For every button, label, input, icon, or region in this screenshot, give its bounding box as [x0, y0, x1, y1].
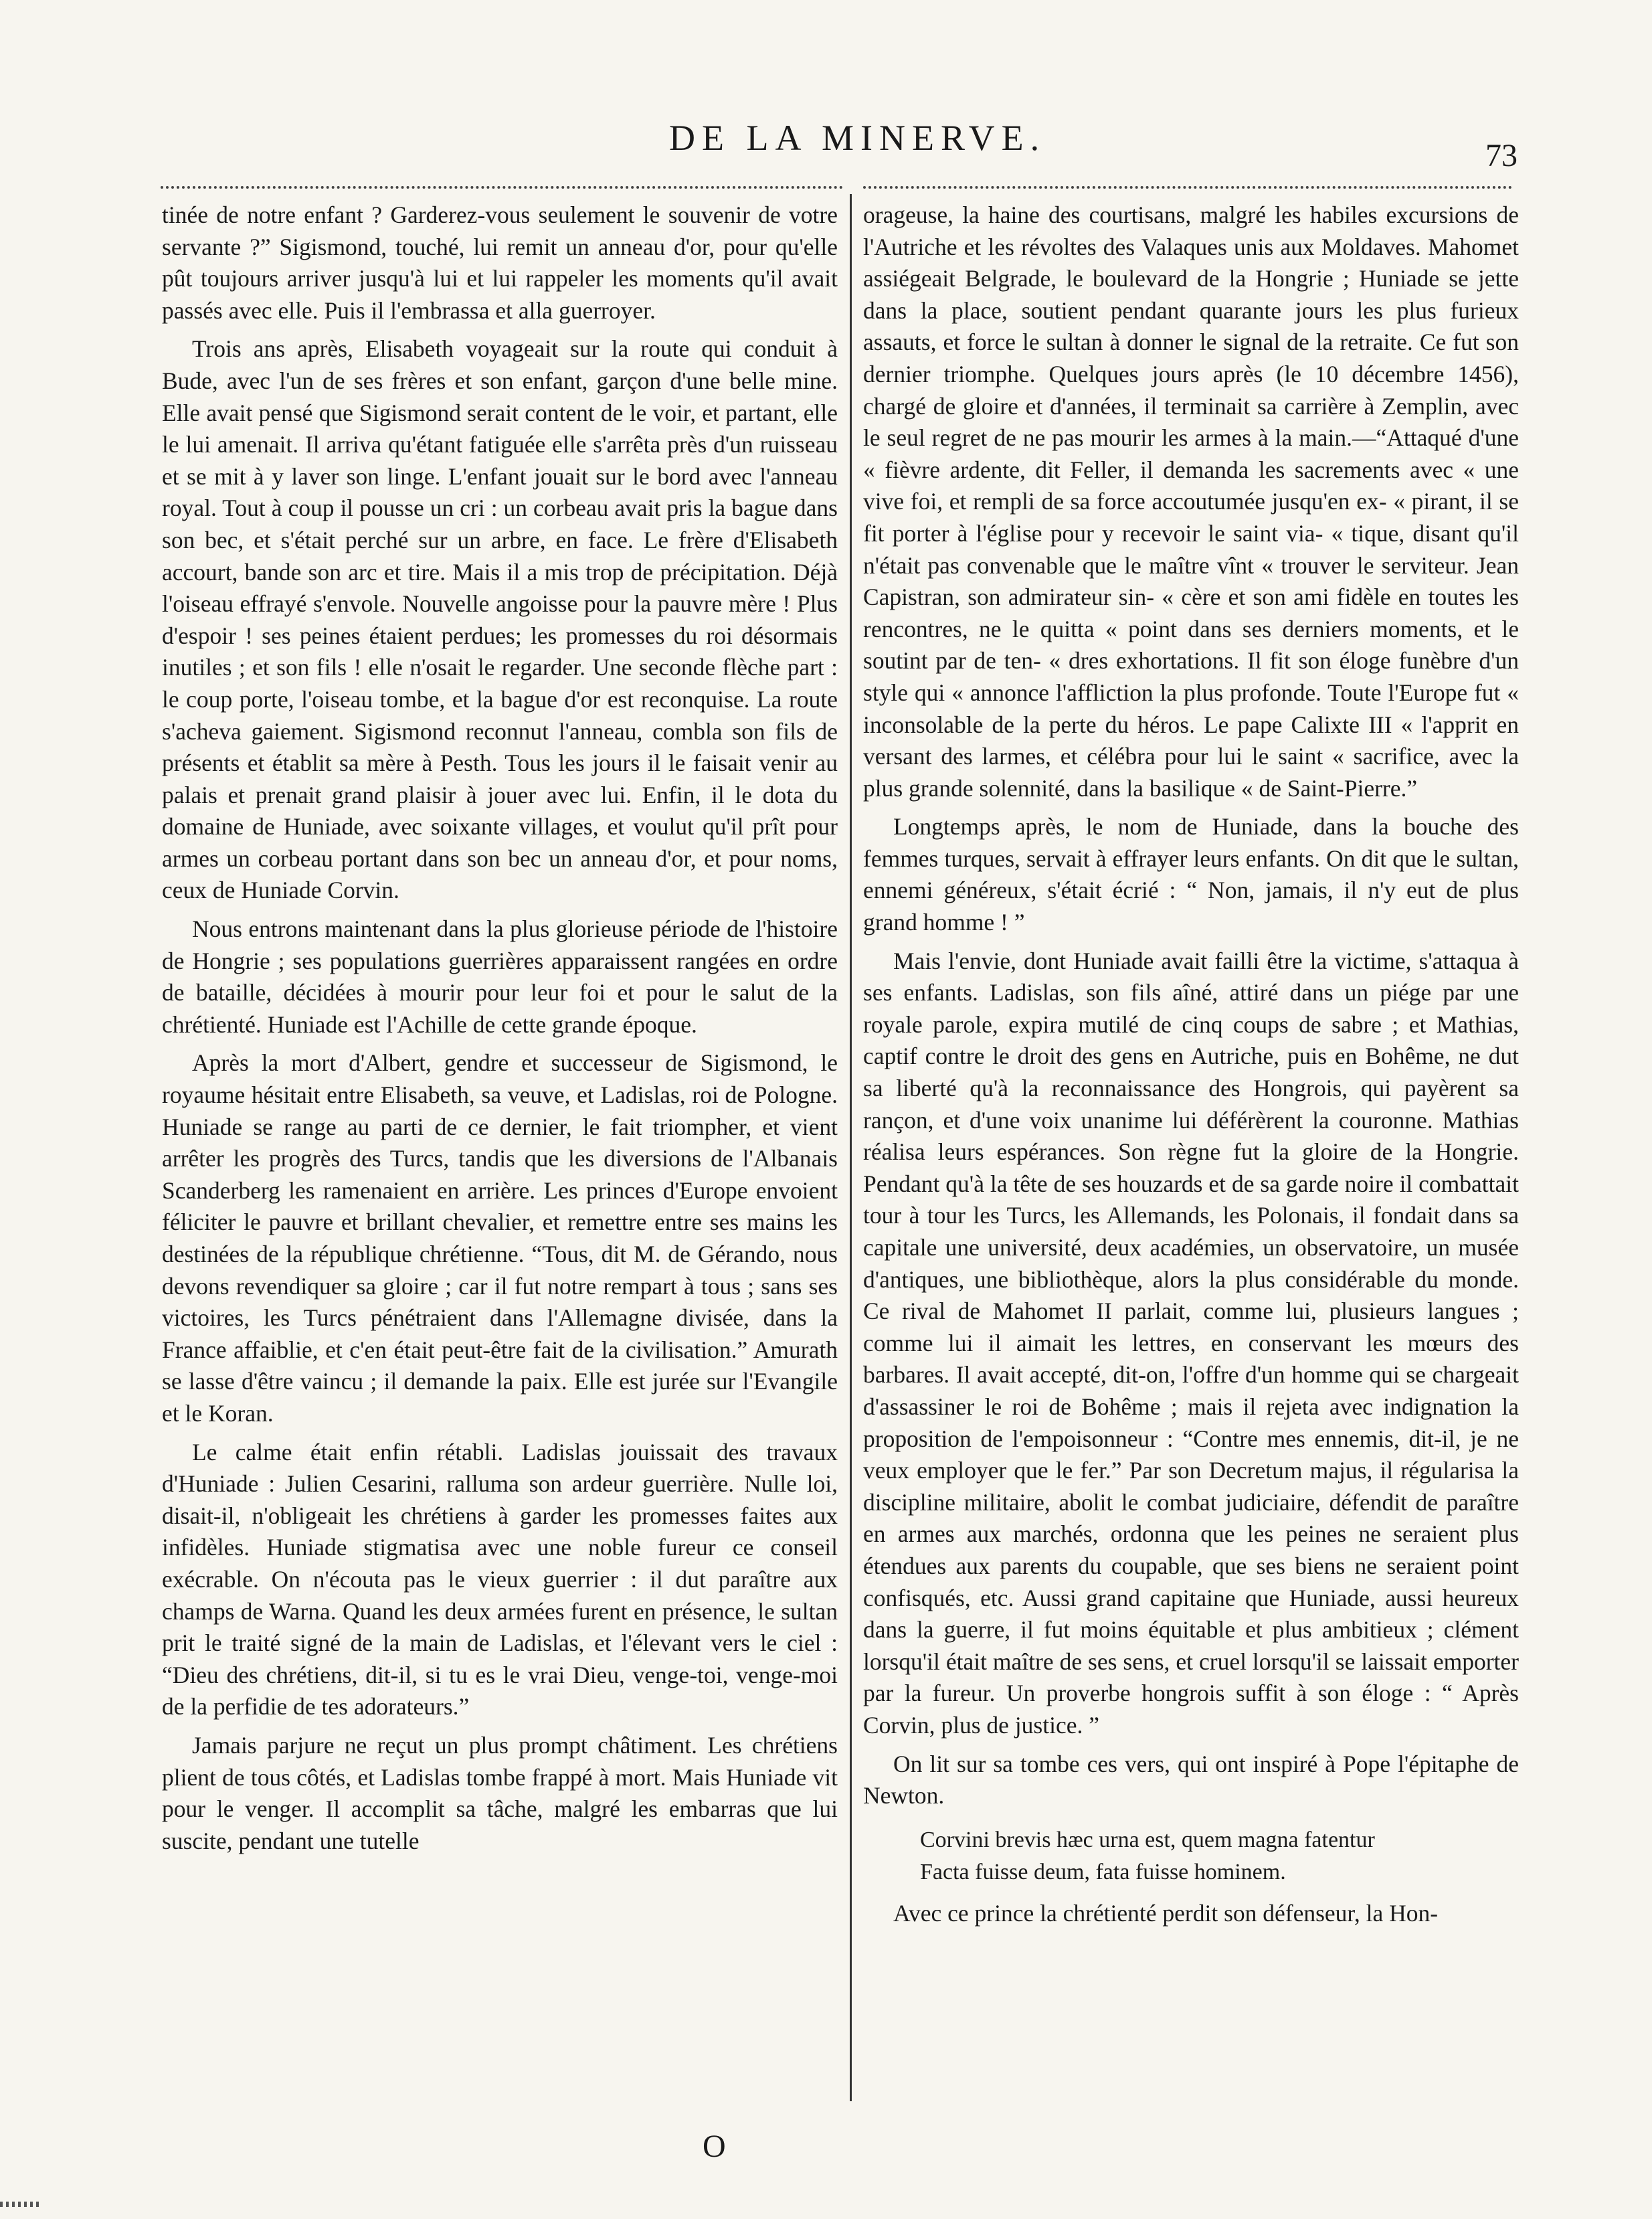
signature-mark: O [703, 2129, 726, 2164]
column-divider [850, 194, 852, 2101]
paragraph: Trois ans après, Elisabeth voyageait sur la route qui conduit à Bude, avec l'un de ses frères et son enfant, garçon d'une belle mine. Elle avait pensé que Sigismond serait content de le voir, et partant, elle le lui amenait. Il arriva qu'étant fatiguée elle s'arrêta près d'un ruisseau et se mit à y laver son linge. L'enfant jouait sur le bord avec l'anneau royal. Tout à coup il pousse un cri : un corbeau avait pris la bague dans son bec, et s'était perché sur un arbre, en face. Le frère d'Elisabeth accourt, bande son arc et tire. Mais il a mis trop de précipitation. Déjà l'oiseau effrayé s'envole. Nouvelle angoisse pour la pauvre mère ! Plus d'espoir ! ses peines étaient perdues; les promesses du roi désormais inutiles ; et son fils ! elle n'osait le regarder. Une seconde flèche part : le coup porte, l'oiseau tombe, et la bague d'or est reconquise. La route s'acheva gaiement. Sigismond reconnut l'anneau, combla son fils de présents et établit sa mère à Pesth. Tous les jours il le faisait venir au palais et prenait grand plaisir à jouer avec lui. Enfin, il le dota du domaine de Huniade, avec soixante villages, et voulut qu'il prît pour armes un corbeau portant dans son bec un anneau d'or, et pour noms, ceux de Huniade Corvin. [162, 335, 838, 904]
paragraph: Mais l'envie, dont Huniade avait failli être la victime, s'attaqua à ses enfants. Ladislas, son fils aîné, attiré dans un piége par une royale parole, expira mutilé de cinq coups de sabre ; et Mathias, captif contre le droit des gens en Autriche, puis en Bohême, ne dut sa liberté qu'à la reconnaissance des Hongrois, qui payèrent sa rançon, et d'une voix unanime lui déférèrent la couronne. Mathias réalisa leurs espérances. Son règne fut la gloire de la Hongrie. Pendant qu'à la tête de ses houzards et de sa garde noire il combattait tour à tour les Turcs, les Allemands, les Polonais, il fondait dans sa capitale une université, deux académies, un observatoire, un musée d'antiques, une bibliothèque, alors la plus considérable du monde. Ce rival de Mahomet II parlait, comme lui, plusieurs langues ; comme lui il aimait les lettres, en conservant les mœurs des barbares. Il avait accepté, dit-on, l'offre d'un homme qui se chargeait d'assassiner le roi de Bohême ; mais il rejeta avec indignation la proposition de l'empoisonneur : “Contre mes ennemis, dit-il, je ne veux employer que le fer.” Par son Decretum majus, il régularisa la discipline militaire, abolit le combat judiciaire, défendit de paraître en armes aux marchés, ordonna que les peines ne seraient plus étendues aux parents du coupable, que ses biens ne seraient point confisqués, etc. Aussi grand capitaine que Huniade, aussi heureux dans la guerre, il fut moins équitable et plus ambitieux ; clément lorsqu'il était maître de ses sens, et cruel lorsqu'il se laissait emporter par la fureur. Un proverbe hongrois suffit à son éloge : “ Après Corvin, plus de justice. ” [863, 947, 1519, 1739]
paragraph: orageuse, la haine des courtisans, malgré les habiles excursions de l'Autriche et les révoltes des Valaques unis aux Moldaves. Mahomet assiégeait Belgrade, le boulevard de la Hongrie ; Huniade se jette dans la place, soutient pendant quarante jours les plus furieux assauts, et force le sultan à donner le signal de la retraite. Ce fut son dernier triomphe. Quelques jours après (le 10 décembre 1456), chargé de gloire et d'années, il terminait sa carrière à Zemplin, avec le seul regret de ne pas mourir les armes à la main.—“Attaqué d'une « fièvre ardente, dit Feller, il demanda les sacrements avec « une vive foi, et rempli de sa force accoutumée jusqu'en ex- « pirant, il se fit porter à l'église pour y recevoir le saint via- « tique, disant qu'il n'était pas convenable que le maître vînt « trouver le serviteur. Jean Capistran, son admirateur sin- « cère et son ami fidèle en toutes les rencontres, ne le quitta « point dans ses derniers moments, et le soutint par de ten- « dres exhortations. Il fit son éloge funèbre d'un style qui « annonce l'affliction la plus profonde. Toute l'Europe fut « inconsolable de la perte du héros. Le pape Calixte III « l'apprit en versant des larmes, et célébra pour lui le saint « sacrifice, avec la plus grande solennité, dans la basilique « de Saint-Pierre.” [863, 201, 1519, 802]
right-column [863, 199, 1519, 1929]
verse-line: Corvini brevis hæc urna est, quem magna fatentur [920, 1827, 1375, 1852]
paragraph: tinée de notre enfant ? Garderez-vous seulement le souvenir de votre servante ?” Sigismond, touché, lui remit un anneau d'or, pour qu'elle pût toujours arriver jusqu'à lui et lui rappeler les moments qu'il avait passés avec elle. Puis il l'embrassa et alla guerroyer. [162, 201, 838, 324]
page-number: 73 [1485, 138, 1518, 173]
latin-epitaph [920, 1824, 1519, 1888]
paragraph: Jamais parjure ne reçut un plus prompt châtiment. Les chrétiens plient de tous côtés, et Ladislas tombe frappé à mort. Mais Huniade vit pour le venger. Il accomplit sa tâche, malgré les embarras que lui suscite, pendant une tutelle [162, 1731, 838, 1854]
paragraph: Avec ce prince la chrétienté perdit son défenseur, la Hon- [893, 1899, 1439, 1927]
paragraph: Le calme était enfin rétabli. Ladislas jouissait des travaux d'Huniade : Julien Cesarini, ralluma son ardeur guerrière. Nulle loi, disait-il, n'obligeait les chrétiens à garder les promesses faites aux infidèles. Huniade stigmatisa avec une noble fureur ce conseil exécrable. On n'écouta pas le vieux guerrier : il dut paraître aux champs de Warna. Quand les deux armées furent en présence, le sultan prit le traité signé de la main de Ladislas, et l'élevant vers le ciel : “Dieu des chrétiens, dit-il, si tu es le vrai Dieu, venge-toi, venge-moi de la perfidie de tes adorateurs.” [162, 1438, 838, 1720]
paragraph: Nous entrons maintenant dans la plus glorieuse période de l'histoire de Hongrie ; ses populations guerrières apparaissent rangées en ordre de bataille, décidées à mourir pour leur foi et pour le salut de la chrétienté. Huniade est l'Achille de cette grande époque. [162, 915, 838, 1038]
paragraph: Longtemps après, le nom de Huniade, dans la bouche des femmes turques, servait à effrayer leurs enfants. On dit que le sultan, ennemi généreux, s'était écrié : “ Non, jamais, il n'y eut de plus grand homme ! ” [863, 813, 1519, 936]
header-rule-right [863, 186, 1512, 189]
paragraph: Après la mort d'Albert, gendre et successeur de Sigismond, le royaume hésitait entre Elisabeth, sa veuve, et Ladislas, roi de Pologne. Huniade se range au parti de ce dernier, le fait triompher, et vient arrêter les progrès des Turcs, tandis que les diversions de l'Albanais Scanderberg les ramenaient en arrière. Les princes d'Europe envoient féliciter le pauvre et brillant chevalier, et remettre entre ses mains les destinées de la république chrétienne. “Tous, dit M. de Gérando, nous devons revendiquer sa gloire ; car il fut notre rempart à tous ; sans ses victoires, les Turcs pénétraient dans l'Allemagne divisée, dans la France affaiblie, et c'en était peut-être fait de la civilisation.” Amurath se lasse d'être vaincu ; il demande la paix. Elle est jurée sur l'Evangile et le Koran. [162, 1049, 838, 1427]
header-rule-left [161, 186, 843, 189]
page-header [0, 110, 1652, 177]
scan-speck [0, 2202, 40, 2207]
paragraph: On lit sur sa tombe ces vers, qui ont inspiré à Pope l'épitaphe de Newton. [863, 1750, 1519, 1809]
left-column [162, 199, 838, 1857]
verse-line: Facta fuisse deum, fata fuisse hominem. [920, 1859, 1286, 1884]
running-title: DE LA MINERVE. [669, 118, 1046, 158]
